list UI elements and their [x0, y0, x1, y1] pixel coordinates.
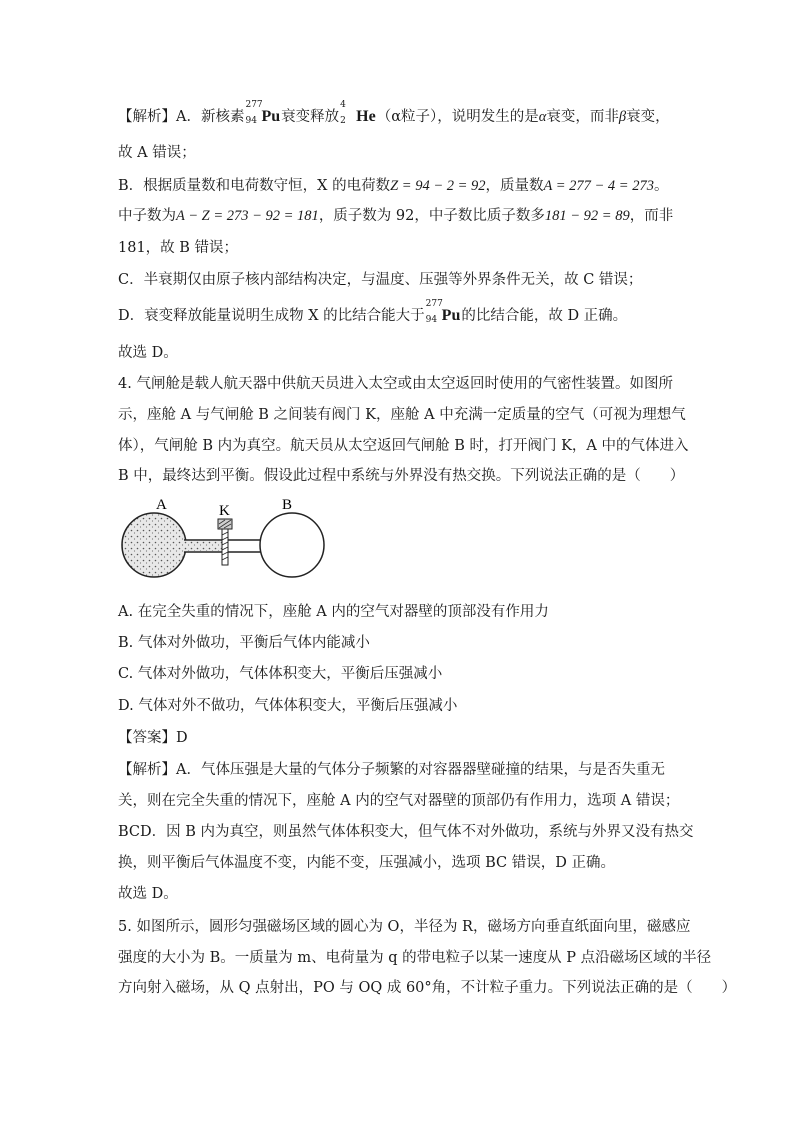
- answer: 【答案】D: [118, 730, 188, 746]
- analysis-line-3: B．根据质量数和电荷数守恒，X 的电荷数Z = 94 − 2 = 92，质量数A = 277 − 4 = 273。: [118, 178, 669, 194]
- analysis-text: 【解析】A．新核素: [118, 109, 245, 125]
- question-4-line-2: 示，座舱 A 与气闸舱 B 之间装有阀门 K，座舱 A 中充满一定质量的空气（可视为理想气: [118, 407, 686, 423]
- option-d: D. 气体对外不做功，气体体积变大，平衡后压强减小: [118, 698, 458, 714]
- analysis-line-7: D．衰变释放能量说明生成物 X 的比结合能大于 277 94 Pu的比结合能，故 D 正确。: [118, 299, 628, 325]
- option-b: B. 气体对外做功，平衡后气体内能减小: [118, 635, 370, 651]
- analysis-line-1: 【解析】A．新核素 277 94 Pu衰变释放 4 2 He（α粒子），说明发生的是α衰变，而非β衰变，: [118, 100, 670, 126]
- chamber-a: [122, 513, 186, 577]
- question-5-line-2: 强度的大小为 B。一质量为 m、电荷量为 q 的带电粒子以某一速度从 P 点沿磁场区域的半径: [118, 950, 712, 966]
- answer-analysis-line-4: 换，则平衡后气体温度不变，内能不变，压强减小，选项 BC 错误，D 正确。: [118, 855, 615, 871]
- airlock-diagram: [118, 493, 338, 593]
- analysis-line-6: C．半衰期仅由原子核内部结构决定，与温度、压强等外界条件无关，故 C 错误；: [118, 272, 643, 288]
- question-4-line-4: B 中，最终达到平衡。假设此过程中系统与外界没有热交换。下列说法正确的是（ ）: [118, 468, 685, 484]
- answer-analysis-line-1: 【解析】A．气体压强是大量的气体分子频繁的对容器器壁碰撞的结果，与是否失重无: [118, 762, 665, 778]
- label-a: A: [156, 497, 167, 513]
- analysis-line-2: 故 A 错误；: [118, 145, 196, 161]
- option-c: C. 气体对外做功，气体体积变大，平衡后压强减小: [118, 666, 443, 682]
- analysis-line-8: 故选 D。: [118, 345, 178, 361]
- question-5-line-1: 5. 如图所示，圆形匀强磁场区域的圆心为 O，半径为 R，磁场方向垂直纸面向里，磁感应: [118, 919, 691, 935]
- nuclide-pu: 277 94 Pu: [425, 299, 461, 325]
- analysis-line-4: 中子数为A − Z = 273 − 92 = 181，质子数为 92，中子数比质子数多181 − 92 = 89，而非: [118, 208, 674, 224]
- answer-analysis-line-2: 关，则在完全失重的情况下，座舱 A 内的空气对器壁的顶部仍有作用力，选项 A 错误；: [118, 793, 680, 809]
- label-k: K: [219, 503, 230, 519]
- equation-diff: 181 − 92 = 89: [544, 208, 630, 224]
- chamber-b: [260, 513, 324, 577]
- equation-neutron: A − Z = 273 − 92 = 181: [176, 208, 319, 224]
- label-b: B: [282, 497, 293, 513]
- nuclide-he: 4 2 He: [340, 100, 376, 126]
- question-4-line-3: 体），气闸舱 B 内为真空。航天员从太空返回气闸舱 B 时，打开阀门 K，A 中的气体进入: [118, 438, 689, 454]
- question-4-line-1: 4. 气闸舱是载人航天器中供航天员进入太空或由太空返回时使用的气密性装置。如图所: [118, 376, 673, 392]
- equation-mass: A = 277 − 4 = 273: [543, 178, 654, 194]
- analysis-line-5: 181，故 B 错误；: [118, 240, 239, 256]
- answer-analysis-line-3: BCD．因 B 内为真空，则虽然气体体积变大，但气体不对外做功，系统与外界又没有热交: [118, 824, 694, 840]
- nuclide-pu: 277 94 Pu: [245, 100, 281, 126]
- answer-analysis-line-5: 故选 D。: [118, 886, 178, 902]
- option-a: A. 在完全失重的情况下，座舱 A 内的空气对器壁的顶部没有作用力: [118, 604, 549, 620]
- equation-charge: Z = 94 − 2 = 92: [390, 178, 486, 194]
- question-5-line-3: 方向射入磁场，从 Q 点射出，PO 与 OQ 成 60°角，不计粒子重力。下列说法正确的是（ ）: [118, 980, 737, 996]
